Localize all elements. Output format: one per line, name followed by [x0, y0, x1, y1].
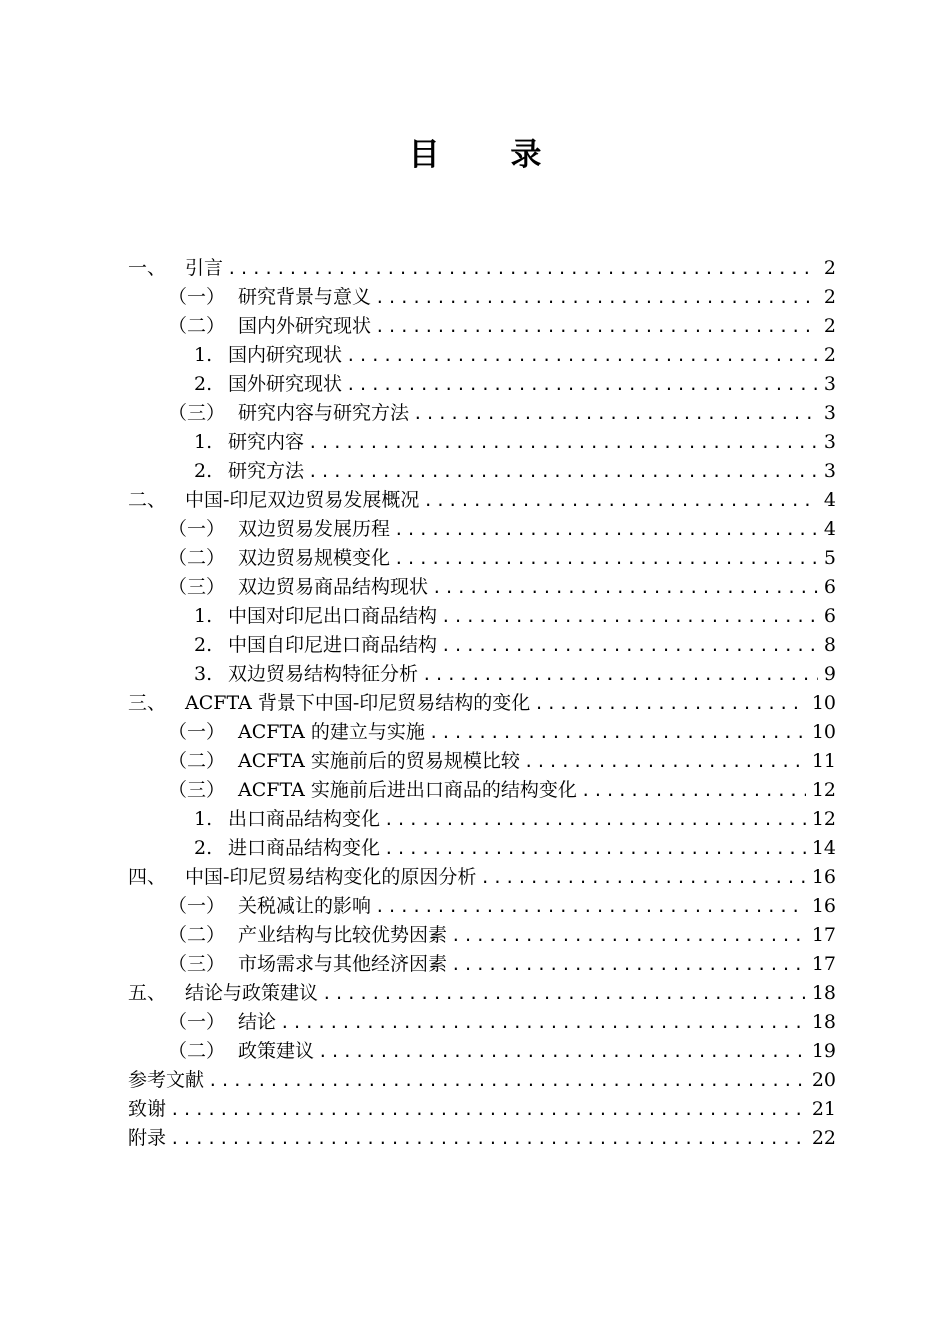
- toc-entry-page: 17: [811, 924, 836, 946]
- toc-entry-label: 产业结构与比较优势因素: [238, 924, 448, 946]
- toc-entry-label: 双边贸易规模变化: [238, 547, 391, 569]
- toc-entry-page: 8: [823, 634, 836, 656]
- toc-entry[interactable]: [128, 399, 836, 428]
- toc-entry-number: 二、: [128, 489, 167, 511]
- toc-entry[interactable]: [128, 486, 836, 515]
- toc-entry-page: 3: [823, 460, 836, 482]
- toc-entry[interactable]: [128, 834, 836, 863]
- toc-entry[interactable]: [128, 1008, 836, 1037]
- toc-leader-dots: [422, 660, 818, 689]
- toc-entry[interactable]: [128, 979, 836, 1008]
- toc-leader-dots: [524, 747, 806, 776]
- toc-entry-number: （二）: [168, 315, 226, 337]
- toc-leader-dots: [413, 399, 818, 428]
- toc-entry[interactable]: [128, 312, 836, 341]
- toc-leader-dots: [322, 979, 806, 1008]
- toc-entry[interactable]: [128, 1124, 836, 1153]
- toc-entry-label: 国内外研究现状: [238, 315, 372, 337]
- toc-entry-number: （三）: [168, 779, 226, 801]
- toc-entry[interactable]: [128, 1037, 836, 1066]
- toc-entry-page: 5: [823, 547, 836, 569]
- toc-leader-dots: [375, 892, 806, 921]
- toc-entry-label: 中国-印尼双边贸易发展概况: [185, 489, 420, 511]
- toc-entry-number: 1.: [194, 605, 213, 627]
- table-of-contents: [128, 254, 836, 1153]
- toc-entry[interactable]: [128, 544, 836, 573]
- toc-entry-number: （二）: [168, 924, 226, 946]
- toc-entry-page: 21: [811, 1098, 836, 1120]
- toc-entry-page: 18: [811, 982, 836, 1004]
- toc-leader-dots: [308, 457, 818, 486]
- toc-entry-label: ACFTA 实施前后的贸易规模比较: [238, 750, 520, 772]
- toc-entry-page: 6: [823, 605, 836, 627]
- toc-entry[interactable]: [128, 718, 836, 747]
- toc-entry-label: ACFTA 背景下中国-印尼贸易结构的变化: [185, 692, 531, 714]
- toc-entry[interactable]: [128, 1066, 836, 1095]
- toc-entry[interactable]: [128, 283, 836, 312]
- toc-entry-page: 9: [823, 663, 836, 685]
- toc-entry-page: 2: [823, 257, 836, 279]
- toc-entry-page: 11: [811, 750, 836, 772]
- toc-leader-dots: [375, 312, 818, 341]
- toc-entry[interactable]: [128, 573, 836, 602]
- toc-entry-page: 4: [823, 518, 836, 540]
- toc-entry[interactable]: [128, 892, 836, 921]
- toc-leader-dots: [423, 486, 817, 515]
- toc-entry-page: 4: [823, 489, 836, 511]
- toc-entry[interactable]: [128, 515, 836, 544]
- toc-entry-number: （二）: [168, 750, 226, 772]
- toc-leader-dots: [534, 689, 806, 718]
- toc-entry-number: （一）: [168, 895, 226, 917]
- toc-entry-label: 出口商品结构变化: [228, 808, 381, 830]
- toc-entry-number: 2.: [194, 460, 213, 482]
- toc-entry-label: 双边贸易结构特征分析: [228, 663, 419, 685]
- toc-entry-label: 进口商品结构变化: [228, 837, 381, 859]
- toc-entry-page: 10: [811, 721, 836, 743]
- toc-entry-label: 中国-印尼贸易结构变化的原因分析: [185, 866, 477, 888]
- toc-leader-dots: [346, 341, 818, 370]
- toc-entry[interactable]: [128, 863, 836, 892]
- toc-leader-dots: [375, 283, 818, 312]
- toc-entry-label: 双边贸易发展历程: [238, 518, 391, 540]
- toc-entry-number: （二）: [168, 547, 226, 569]
- toc-entry[interactable]: [128, 689, 836, 718]
- toc-leader-dots: [318, 1037, 806, 1066]
- toc-entry-label: 结论与政策建议: [185, 982, 319, 1004]
- toc-entry[interactable]: [128, 370, 836, 399]
- toc-leader-dots: [451, 950, 806, 979]
- toc-entry[interactable]: [128, 341, 836, 370]
- toc-leader-dots: [394, 544, 818, 573]
- toc-entry-page: 20: [811, 1069, 836, 1091]
- toc-entry-label: 结论: [238, 1011, 277, 1033]
- toc-leader-dots: [441, 602, 818, 631]
- toc-entry-label: 中国自印尼进口商品结构: [228, 634, 438, 656]
- toc-entry[interactable]: [128, 747, 836, 776]
- toc-entry-label: 引言: [185, 257, 224, 279]
- toc-leader-dots: [384, 805, 806, 834]
- toc-entry-page: 10: [811, 692, 836, 714]
- toc-entry-number: 五、: [128, 982, 167, 1004]
- toc-entry-label: ACFTA 实施前后进出口商品的结构变化: [238, 779, 577, 801]
- toc-entry-page: 16: [811, 866, 836, 888]
- toc-entry-label: 致谢: [128, 1098, 167, 1120]
- toc-entry-number: （二）: [168, 1040, 226, 1062]
- toc-entry[interactable]: [128, 428, 836, 457]
- toc-entry-page: 16: [811, 895, 836, 917]
- toc-entry-page: 14: [811, 837, 836, 859]
- toc-entry-number: （三）: [168, 402, 226, 424]
- toc-entry-number: （三）: [168, 576, 226, 598]
- toc-entry-page: 6: [823, 576, 836, 598]
- toc-entry-number: 1.: [194, 344, 213, 366]
- toc-leader-dots: [451, 921, 806, 950]
- toc-entry-label: ACFTA 的建立与实施: [238, 721, 425, 743]
- toc-entry[interactable]: [128, 660, 836, 689]
- toc-entry-page: 19: [811, 1040, 836, 1062]
- toc-entry[interactable]: [128, 805, 836, 834]
- toc-entry[interactable]: [128, 776, 836, 805]
- toc-entry[interactable]: [128, 254, 836, 283]
- toc-entry-number: 四、: [128, 866, 167, 888]
- toc-leader-dots: [208, 1066, 806, 1095]
- toc-entry-label: 参考文献: [128, 1069, 205, 1091]
- toc-entry-number: （三）: [168, 953, 226, 975]
- toc-leader-dots: [394, 515, 818, 544]
- toc-entry[interactable]: [128, 631, 836, 660]
- toc-entry-page: 3: [823, 431, 836, 453]
- toc-entry-label: 研究内容与研究方法: [238, 402, 410, 424]
- toc-entry-number: （一）: [168, 518, 226, 540]
- toc-entry-label: 研究背景与意义: [238, 286, 372, 308]
- toc-leader-dots: [280, 1008, 806, 1037]
- toc-entry-number: 1.: [194, 431, 213, 453]
- toc-entry-label: 中国对印尼出口商品结构: [228, 605, 438, 627]
- toc-entry-page: 12: [811, 808, 836, 830]
- toc-leader-dots: [227, 254, 818, 283]
- toc-entry-label: 政策建议: [238, 1040, 315, 1062]
- toc-entry-number: （一）: [168, 286, 226, 308]
- toc-entry-number: （一）: [168, 721, 226, 743]
- toc-entry-page: 22: [811, 1127, 836, 1149]
- toc-entry-label: 研究方法: [228, 460, 305, 482]
- toc-entry-label: 附录: [128, 1127, 167, 1149]
- toc-entry-number: 3.: [194, 663, 213, 685]
- toc-entry[interactable]: [128, 950, 836, 979]
- toc-leader-dots: [308, 428, 818, 457]
- toc-entry-label: 双边贸易商品结构现状: [238, 576, 429, 598]
- toc-entry-number: 2.: [194, 634, 213, 656]
- toc-leader-dots: [581, 776, 806, 805]
- toc-entry[interactable]: [128, 602, 836, 631]
- toc-entry-label: 国内研究现状: [228, 344, 343, 366]
- toc-entry-number: 1.: [194, 808, 213, 830]
- toc-leader-dots: [346, 370, 818, 399]
- toc-entry-number: 2.: [194, 373, 213, 395]
- toc-leader-dots: [170, 1124, 806, 1153]
- toc-leader-dots: [480, 863, 805, 892]
- toc-entry-label: 关税减让的影响: [238, 895, 372, 917]
- toc-entry-page: 12: [811, 779, 836, 801]
- toc-leader-dots: [170, 1095, 806, 1124]
- toc-entry-number: （一）: [168, 1011, 226, 1033]
- toc-entry-page: 18: [811, 1011, 836, 1033]
- toc-entry-page: 17: [811, 953, 836, 975]
- toc-leader-dots: [432, 573, 818, 602]
- toc-entry-label: 研究内容: [228, 431, 305, 453]
- toc-entry-label: 国外研究现状: [228, 373, 343, 395]
- toc-entry-page: 3: [823, 402, 836, 424]
- toc-leader-dots: [384, 834, 806, 863]
- toc-leader-dots: [429, 718, 806, 747]
- toc-entry[interactable]: [128, 921, 836, 950]
- toc-entry-number: 一、: [128, 257, 167, 279]
- toc-entry-page: 3: [823, 373, 836, 395]
- toc-entry-page: 2: [823, 315, 836, 337]
- toc-entry-number: 三、: [128, 692, 167, 714]
- toc-entry-label: 市场需求与其他经济因素: [238, 953, 448, 975]
- toc-leader-dots: [441, 631, 818, 660]
- toc-entry[interactable]: [128, 1095, 836, 1124]
- toc-entry-page: 2: [823, 344, 836, 366]
- toc-entry-number: 2.: [194, 837, 213, 859]
- toc-entry[interactable]: [128, 457, 836, 486]
- toc-entry-page: 2: [823, 286, 836, 308]
- toc-title: 目 录: [408, 137, 572, 173]
